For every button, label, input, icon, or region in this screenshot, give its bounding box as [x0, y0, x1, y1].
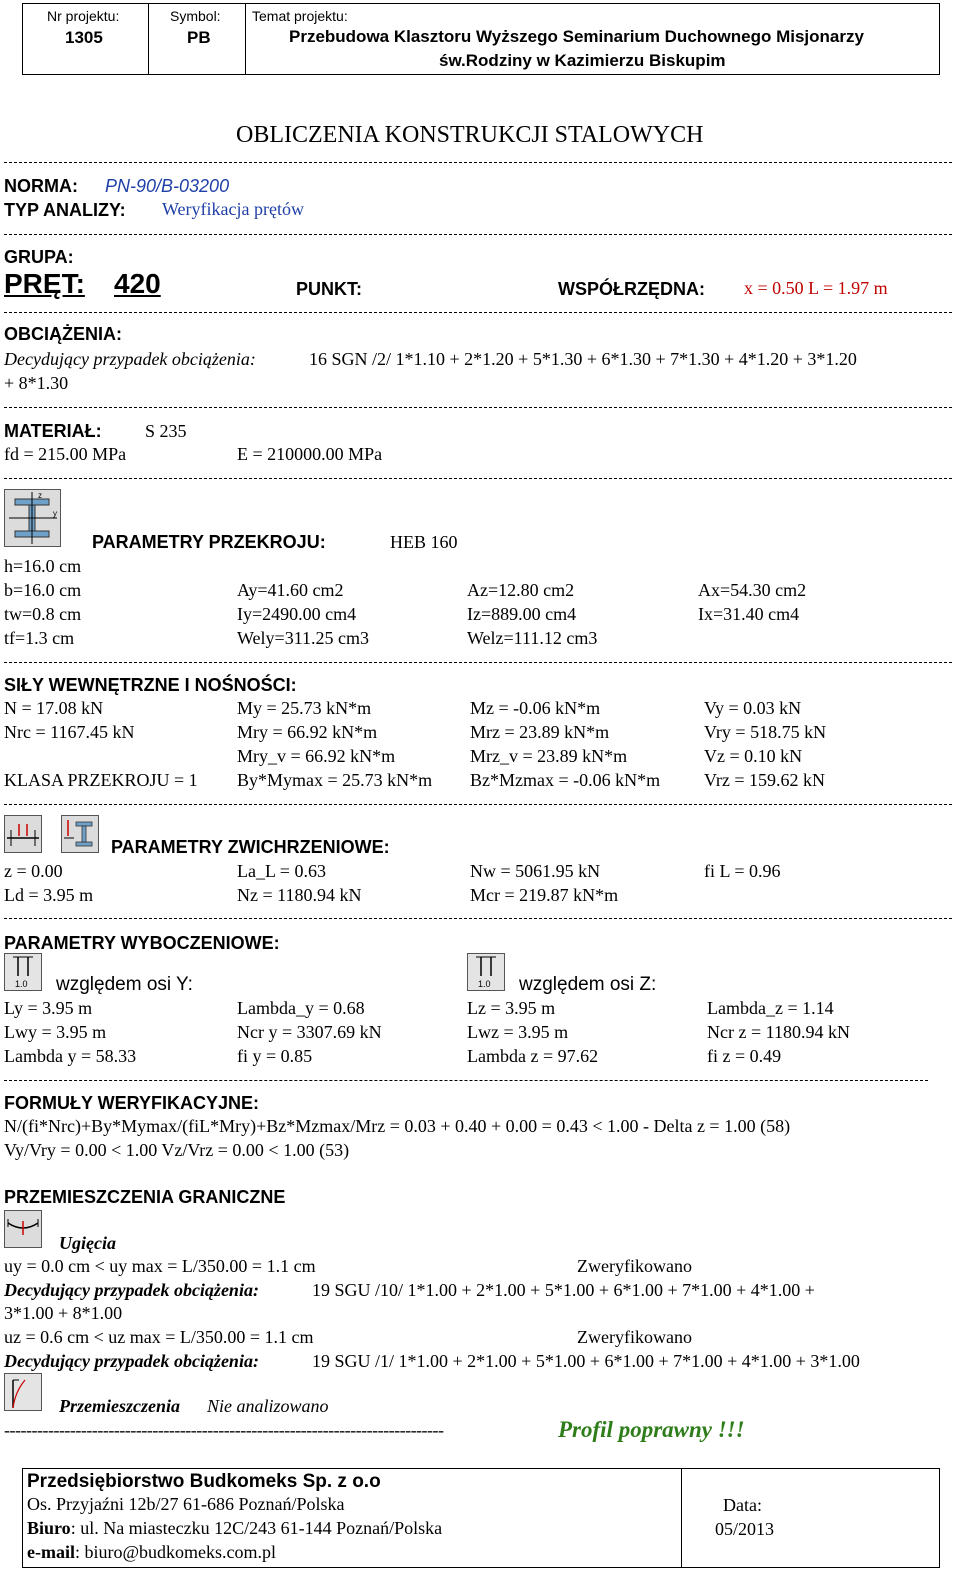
buckling-z-icon-label: 1.0: [478, 979, 491, 989]
email-label: e-mail: [27, 1542, 75, 1562]
company-address: Os. Przyjaźni 12b/27 61-686 Poznań/Polska: [27, 1494, 345, 1514]
uy-status: Zweryfikowano: [577, 1256, 692, 1276]
email-value: : biuro@budkomeks.com.pl: [74, 1542, 277, 1562]
footer-divider: [681, 1469, 682, 1567]
pret-label: PRĘT:: [4, 268, 85, 299]
symbol-label: Symbol:: [170, 8, 221, 24]
result-status: Profil poprawny !!!: [558, 1417, 745, 1442]
przemieszczenia-sub-label: Przemieszczenia: [59, 1396, 180, 1416]
svg-text:y: y: [53, 509, 57, 518]
pret-value: 420: [114, 268, 161, 299]
header-cell-symbol: [148, 4, 246, 74]
obciazenia-label: OBCIĄŻENIA:: [4, 324, 122, 344]
section-load-icon: [61, 815, 99, 853]
table-cell: Lambda_y = 0.68: [237, 998, 365, 1018]
date-label: Data:: [723, 1495, 762, 1515]
table-cell: N = 17.08 kN: [4, 698, 104, 718]
temat-label: Temat projektu:: [252, 8, 348, 24]
table-cell: Mrz_v = 23.89 kN*m: [470, 746, 628, 766]
zwichrzenie-label: PARAMETRY ZWICHRZENIOWE:: [111, 837, 390, 857]
uy-case-line2: 3*1.00 + 8*1.00: [4, 1303, 123, 1323]
table-cell: Ay=41.60 cm2: [237, 580, 344, 600]
table-cell: Lwy = 3.95 m: [4, 1022, 107, 1042]
e-value: E = 210000.00 MPa: [237, 444, 383, 464]
temat-line2: św.Rodziny w Kazimierzu Biskupim: [439, 51, 726, 70]
table-cell: KLASA PRZEKROJU = 1: [4, 770, 198, 790]
table-cell: fi z = 0.49: [707, 1046, 782, 1066]
header-cell-nr: [23, 4, 149, 74]
table-cell: Bz*Mzmax = -0.06 kN*m: [470, 770, 661, 790]
przekroj-label: PARAMETRY PRZEKROJU:: [92, 532, 326, 552]
table-cell: Mry = 66.92 kN*m: [237, 722, 378, 742]
table-cell: z = 0.00: [4, 861, 63, 881]
case-line2: + 8*1.30: [4, 373, 69, 393]
material-label: MATERIAŁ:: [4, 421, 102, 441]
separator: [4, 162, 952, 163]
table-cell: Ld = 3.95 m: [4, 885, 94, 905]
email-line: [27, 1542, 276, 1563]
svg-text:z: z: [38, 491, 42, 500]
uz-value: uz = 0.6 cm < uz max = L/350.00 = 1.1 cm: [4, 1327, 314, 1347]
table-cell: Vry = 518.75 kN: [704, 722, 827, 742]
formuly-label: FORMUŁY WERYFIKACYJNE:: [4, 1093, 260, 1113]
table-cell: Ncr y = 3307.69 kN: [237, 1022, 382, 1042]
table-cell: Ix=31.40 cm4: [698, 604, 800, 624]
table-cell: Welz=111.12 cm3: [467, 628, 598, 648]
uy-value: uy = 0.0 cm < uy max = L/350.00 = 1.1 cm: [4, 1256, 316, 1276]
typ-label: TYP ANALIZY:: [4, 200, 126, 220]
axis-z-label: względem osi Z:: [519, 974, 657, 995]
separator: [4, 478, 952, 479]
nr-value: 1305: [65, 28, 103, 47]
separator: [4, 312, 952, 313]
header-table: [22, 3, 940, 75]
table-cell: Lambda z = 97.62: [467, 1046, 599, 1066]
table-cell: By*Mymax = 25.73 kN*m: [237, 770, 433, 790]
separator: [4, 918, 952, 919]
table-cell: Nz = 1180.94 kN: [237, 885, 362, 905]
table-cell: Vz = 0.10 kN: [704, 746, 803, 766]
company-name: Przedsiębiorstwo Budkomeks Sp. z o.o: [27, 1471, 381, 1492]
wyboczenie-label: PARAMETRY WYBOCZENIOWE:: [4, 933, 280, 953]
table-cell: Ly = 3.95 m: [4, 998, 93, 1018]
wspolrzedna-value: x = 0.50 L = 1.97 m: [744, 278, 888, 298]
material-value: S 235: [145, 421, 187, 441]
przemieszczenia-value: Nie analizowano: [207, 1396, 329, 1416]
table-cell: Lwz = 3.95 m: [467, 1022, 569, 1042]
table-cell: Nrc = 1167.45 kN: [4, 722, 135, 742]
uy-case-line1: 19 SGU /10/ 1*1.00 + 2*1.00 + 5*1.00 + 6*1.00 + 7*1.00 + 4*1.00 +: [312, 1280, 815, 1300]
page-title: OBLICZENIA KONSTRUKCJI STALOWYCH: [236, 122, 704, 148]
table-cell: Iy=2490.00 cm4: [237, 604, 357, 624]
buckling-z-icon: [467, 953, 505, 991]
table-cell: tw=0.8 cm: [4, 604, 82, 624]
case-label: Decydujący przypadek obciążenia:: [4, 349, 256, 369]
norma-label: NORMA:: [4, 176, 78, 196]
separator: [4, 234, 952, 235]
nr-label: Nr projektu:: [47, 8, 120, 24]
punkt-label: PUNKT:: [296, 279, 362, 299]
date-value: 05/2013: [715, 1519, 775, 1539]
biuro-value: : ul. Na miasteczku 12C/243 61-144 Poznań/Polska: [70, 1518, 443, 1538]
separator: [4, 1080, 928, 1081]
table-cell: Lambda y = 58.33: [4, 1046, 137, 1066]
uz-case-label: Decydujący przypadek obciążenia:: [4, 1351, 259, 1371]
table-cell: Lambda_z = 1.14: [707, 998, 834, 1018]
table-cell: b=16.0 cm: [4, 580, 82, 600]
displacement-icon: [4, 1373, 42, 1411]
table-cell: Ax=54.30 cm2: [698, 580, 807, 600]
przemieszczenia-label: PRZEMIESZCZENIA GRANICZNE: [4, 1187, 286, 1207]
footer-box: [22, 1468, 940, 1568]
ugiecia-label: Ugięcia: [59, 1233, 116, 1253]
wspolrzedna-label: WSPÓŁRZĘDNA:: [558, 279, 705, 299]
uz-case-line: 19 SGU /1/ 1*1.00 + 2*1.00 + 5*1.00 + 6*1.00 + 7*1.00 + 4*1.00 + 3*1.00: [312, 1351, 860, 1371]
formula-line2: Vy/Vry = 0.00 < 1.00 Vz/Vrz = 0.00 < 1.00 (53): [4, 1140, 350, 1160]
table-cell: fi y = 0.85: [237, 1046, 313, 1066]
buckling-y-icon: [4, 953, 42, 991]
table-cell: Mcr = 219.87 kN*m: [470, 885, 619, 905]
table-cell: Lz = 3.95 m: [467, 998, 556, 1018]
typ-value: Weryfikacja prętów: [162, 199, 304, 219]
table-cell: tf=1.3 cm: [4, 628, 75, 648]
table-cell: My = 25.73 kN*m: [237, 698, 372, 718]
formula-line1: N/(fi*Nrc)+By*Mymax/(fiL*Mry)+Bz*Mzmax/Mrz = 0.03 + 0.40 + 0.00 = 0.43 < 1.00 - Delta z = 1.00 (58): [4, 1116, 791, 1136]
biuro-label: Biuro: [27, 1518, 71, 1538]
beam-support-icon: [4, 815, 42, 853]
table-cell: Vrz = 159.62 kN: [704, 770, 826, 790]
przekroj-value: HEB 160: [390, 532, 458, 552]
axis-y-label: względem osi Y:: [56, 974, 193, 995]
separator: [4, 407, 952, 408]
table-cell: Ncr z = 1180.94 kN: [707, 1022, 850, 1042]
table-cell: La_L = 0.63: [237, 861, 326, 881]
separator: [4, 804, 952, 805]
buckling-y-icon-label: 1.0: [15, 979, 28, 989]
temat-line1: Przebudowa Klasztoru Wyższego Seminarium Duchownego Misjonarzy: [289, 27, 864, 46]
norma-value: PN-90/B-03200: [105, 176, 230, 196]
table-cell: Wely=311.25 cm3: [237, 628, 370, 648]
sily-label: SIŁY WEWNĘTRZNE I NOŚNOŚCI:: [4, 675, 297, 695]
fd-value: fd = 215.00 MPa: [4, 444, 127, 464]
separator: [4, 662, 952, 663]
table-cell: Mry_v = 66.92 kN*m: [237, 746, 396, 766]
cross-section-icon: [4, 489, 61, 547]
table-cell: Iz=889.00 cm4: [467, 604, 577, 624]
uy-case-label: Decydujący przypadek obciążenia:: [4, 1280, 259, 1300]
case-line1: 16 SGN /2/ 1*1.10 + 2*1.20 + 5*1.30 + 6*1.30 + 7*1.30 + 4*1.20 + 3*1.20: [309, 349, 857, 369]
table-cell: Mrz = 23.89 kN*m: [470, 722, 610, 742]
symbol-value: PB: [187, 28, 211, 47]
table-cell: Mz = -0.06 kN*m: [470, 698, 601, 718]
result-dashes: --------------------------------------------------------------------------------: [4, 1420, 444, 1440]
uz-status: Zweryfikowano: [577, 1327, 692, 1347]
table-cell: Vy = 0.03 kN: [704, 698, 802, 718]
table-cell: Az=12.80 cm2: [467, 580, 575, 600]
deflection-icon: [4, 1210, 42, 1248]
h-value: h=16.0 cm: [4, 556, 82, 576]
grupa-label: GRUPA:: [4, 247, 74, 267]
table-cell: Nw = 5061.95 kN: [470, 861, 601, 881]
biuro-line: [27, 1518, 442, 1539]
table-cell: fi L = 0.96: [704, 861, 781, 881]
